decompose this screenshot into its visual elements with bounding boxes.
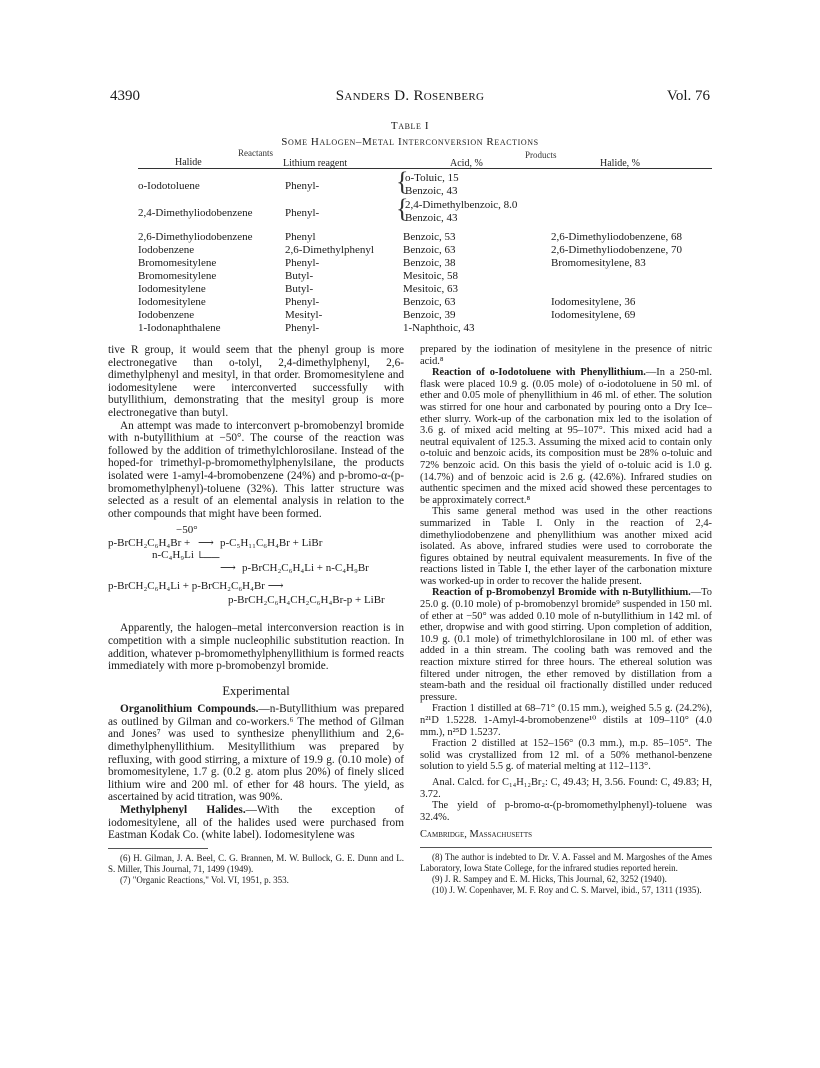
paragraph: Reaction of o-Iodotoluene with Phenyllithium.—In a 250-ml. flask were placed 10.9 g. (0.05 mole) of o-iodotoluene in 50 ml. of ether and 0.05 mole of phenyllithium in 46 ml. of ether. The solution was stirred for one hour and carbonated by pouring onto a Dry Ice–ether slurry. Work-up of the carbonation mix led to the isolation of 3.6 g. of mixed acid melting at 95–107°. This mixed acid had a neutral equivalent of 125.3. Assuming the mixed acid to contain only o-toluic and benzoic acids, its composition must be 28% o-toluic and 72% benzoic acid. On this basis the yield of o-toluic acid is 1.0 g. (14.7%) and of benzoic acid is 2.6 g. (42.6%). Infrared studies on authentic specimen and the mixed acid showed these percentages to be approximately correct.⁸ <box>420 367 712 506</box>
section-title: Experimental <box>222 683 290 698</box>
footnote: (6) H. Gilman, J. A. Beel, C. G. Brannen, M. W. Bullock, G. E. Dunn and L. S. Miller, This Journal, 71, 1499 (1949). <box>108 852 404 874</box>
run-in-heading: Methylphenyl Halides. <box>120 804 246 817</box>
table-group-products: Products <box>525 150 557 160</box>
table-title: Some Halogen–Metal Interconversion Reactions <box>281 136 539 148</box>
eq-reagent: n-C₄H₉Li <box>152 549 194 562</box>
paragraph: An attempt was made to interconvert p-bromobenzyl bromide with n-butyllithium at −50°. The course of the reaction was followed by the addition of trimethylchlorosilane. Instead of the hoped-for trimethyl-p-bromomethylphenylsilane, the products isolated were 1-amyl-4-bromobenzene (24%) and p-bromo-α-(p-bromomethylphenyl)-toluene (32%). This latter structure was selected as a result of an elemental analysis in relation to the other compounds that might have been formed. <box>108 419 404 520</box>
table-brace: { <box>396 167 409 196</box>
running-header <box>110 88 710 110</box>
table-cell-acid: 2,4-Dimethylbenzoic, 8.0 <box>405 199 518 211</box>
table-rule-top <box>138 168 712 169</box>
page-number: 4390 <box>110 88 140 104</box>
eq-line-4: p-BrCH₂C₆H₄CH₂C₆H₄Br-p + LiBr <box>228 594 385 607</box>
paragraph: The yield of p-bromo-α-(p-bromomethylphenyl)-toluene was 32.4%. <box>420 800 712 823</box>
paragraph: prepared by the iodination of mesitylene in the presence of nitric acid.⁸ <box>420 344 712 367</box>
table-row: 1-Iodonaphthalene Phenyl- 1-Naphthoic, 43 <box>138 322 475 334</box>
paragraph: Methylphenyl Halides.—With the exception of iodomesitylene, all of the halides used were purchased from Eastman Kodak Co. (white label). Iodomesitylene was <box>108 804 404 842</box>
table-row: Iodobenzene 2,6-Dimethylphenyl Benzoic, 63 2,6-Dimethyliodobenzene, 70 <box>138 244 683 256</box>
table-cell-acid: o-Toluic, 15 <box>405 172 459 184</box>
footnote: (7) "Organic Reactions," Vol. VI, 1951, p. 353. <box>120 874 289 885</box>
table-row: Iodomesitylene Phenyl- Benzoic, 63 Iodomesitylene, 36 <box>138 296 636 308</box>
run-in-heading: Organolithium Compounds. <box>120 703 259 716</box>
paragraph: tive R group, it would seem that the phenyl group is more electronegative than o-tolyl, 2,4-dimethylphenyl, 2,6-dimethylphenyl and mesityl, in that order. Bromomesitylene and iodomesitylene were interconverted successfully with butyllithium, demonstrating that the mesityl group is more electronegative than butyl. <box>108 344 404 419</box>
right-column <box>420 344 712 896</box>
reaction-equations <box>108 524 404 616</box>
table-cell-acid: Benzoic, 43 <box>405 185 458 197</box>
affiliation-place: Cambridge, Massachusetts <box>420 829 532 841</box>
footnote: (8) The author is indebted to Dr. V. A. Fassel and M. Margoshes of the Ames Laboratory, Iowa State College, for the infrared studies reported herein. <box>420 851 712 873</box>
paragraph: Fraction 1 distilled at 68–71° (0.15 mm.), weighed 5.5 g. (24.2%), n²¹D 1.5228. 1-Amyl-4-bromobenzene¹⁰ distils at 109–110° (4.0 mm.), n²⁵D 1.5237. <box>420 703 712 738</box>
footnote-rule <box>108 848 208 849</box>
running-author: Sanders D. Rosenberg <box>335 88 485 104</box>
table-header-lithium-reagent: Lithium reagent <box>283 158 348 169</box>
table-row: 2,6-Dimethyliodobenzene Phenyl Benzoic, 53 2,6-Dimethyliodobenzene, 68 <box>138 231 683 243</box>
eq-reactant: p-BrCH₂C₆H₄Br + <box>108 537 191 550</box>
table-header-acid: Acid, % <box>450 158 483 169</box>
table-brace: { <box>396 194 409 223</box>
eq-line-3: p-BrCH₂C₆H₄Li + p-BrCH₂C₆H₄Br ⟶ <box>108 580 284 593</box>
table-row: 2,4-Dimethyliodobenzene Phenyl- <box>138 207 320 219</box>
table-header-halide-pct: Halide, % <box>600 158 640 169</box>
paragraph: Fraction 2 distilled at 152–156° (0.3 mm.), m.p. 85–105°. The solid was crystallized from 12 ml. of a 50% methanol-benzene solution to yield 5.5 g. of material melting at 112–113°. <box>420 738 712 773</box>
table-row: Bromomesitylene Butyl- Mesitoic, 58 <box>138 270 458 282</box>
paragraph: Apparently, the halogen–metal interconversion reaction is in competition with a simple nucleophilic substitution reaction. In addition, whatever p-bromomethylphenyllithium is formed reacts immediately with more p-bromobenzyl bromide. <box>108 622 404 673</box>
paragraph: This same general method was used in the other reactions summarized in Table I. Only in the reaction of 2,4-dimethyliodobenzene and phenyllithium was another mixed acid isolated. As above, infrared studies were used to corroborate the figures obtained by neutral equivalent measurements. In five of the reactions listed in Table I, the ether layer of the carbonation mixture was worked-up in order to recover the halide present. <box>420 506 712 587</box>
paragraph: Organolithium Compounds.—n-Butyllithium was prepared as outlined by Gilman and co-workers.⁶ The method of Gilman and Jones⁷ was used to synthesize phenyllithium and 2,6-dimethylphenyllithium. Mesityllithium was prepared by refluxing, with good stirring, a mixture of 19.9 g. (0.10 mole) of bromomesitylene, 1.7 g. (0.2 g. atom plus 20%) of finely sliced lithium wire and 200 ml. of ether for 48 hours. The yield, as ascertained by acid titration, was 90%. <box>108 703 404 804</box>
table-caption: Table I <box>390 120 430 132</box>
table-row: Iodobenzene Mesityl- Benzoic, 39 Iodomesitylene, 69 <box>138 309 636 321</box>
run-in-heading: Reaction of p-Bromobenzyl Bromide with n-Butyllithium. <box>432 587 691 599</box>
analysis: Anal. Calcd. for C₁₄H₁₂Br₂: C, 49.43; H, 3.56. Found: C, 49.83; H, 3.72. <box>420 776 712 800</box>
table-row: o-Iodotoluene Phenyl- <box>138 180 320 192</box>
eq-product-2: p-BrCH₂C₆H₄Li + n-C₄H₉Br <box>242 562 369 575</box>
table-row: Iodomesitylene Butyl- Mesitoic, 63 <box>138 283 458 295</box>
volume-number: Vol. 76 <box>666 88 710 104</box>
table-cell-acid: Benzoic, 43 <box>405 212 458 224</box>
eq-product-1: p-C₅H₁₁C₆H₄Br + LiBr <box>220 537 323 550</box>
run-in-heading: Reaction of o-Iodotoluene with Phenyllithium. <box>432 367 646 379</box>
footnote: (10) J. W. Copenhaver, M. F. Roy and C. S. Marvel, ibid., 57, 1311 (1935). <box>432 884 702 895</box>
eq-arrow: ⟶ <box>220 562 236 575</box>
footnote: (9) J. R. Sampey and E. M. Hicks, This Journal, 62, 3252 (1940). <box>432 873 667 884</box>
left-column <box>108 344 404 886</box>
footnote-rule <box>420 847 712 848</box>
table-row: Bromomesitylene Phenyl- Benzoic, 38 Bromomesitylene, 83 <box>138 257 646 269</box>
table-header-halide: Halide <box>175 157 202 168</box>
paragraph: Reaction of p-Bromobenzyl Bromide with n-Butyllithium.—To 25.0 g. (0.10 mole) of p-bromobenzyl bromide⁹ suspended in 150 ml. of ether at −50° was added 0.10 mole of n-butyllithium in 142 ml. of ether, dropwise and with good stirring. Upon completion of addition, 10.9 g. (0.1 mole) of trimethylchlorosilane in 100 ml. of ether was added in a thin stream. The cooling bath was removed and the reaction mixture stirred for three hours. The ethereal solution was filtered under nitrogen, the ether removed by distillation from a steam-bath and the residual oil fractionally distilled under reduced pressure. <box>420 587 712 703</box>
table-group-reactants: Reactants <box>238 148 273 158</box>
eq-temperature: −50° <box>176 524 198 537</box>
eq-arrow: ⟶ <box>198 537 214 550</box>
eq-branch: └── <box>196 552 220 565</box>
